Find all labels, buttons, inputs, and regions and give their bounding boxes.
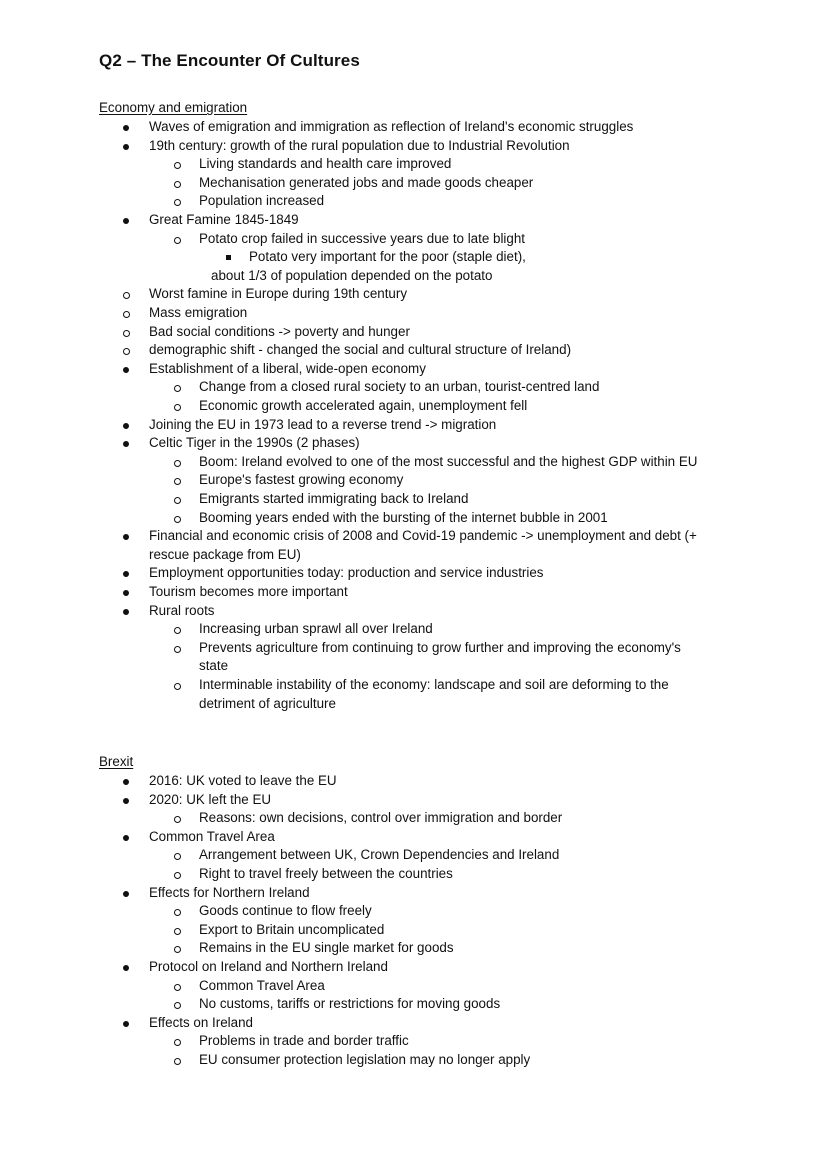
circle-bullet-icon — [174, 984, 181, 991]
circle-bullet-icon — [174, 946, 181, 953]
circle-bullet-icon — [174, 237, 181, 244]
list-item: Reasons: own decisions, control over immigration and border — [199, 810, 563, 826]
disc-bullet-icon — [123, 609, 129, 615]
list-item: Common Travel Area — [149, 828, 275, 844]
list-item: Right to travel freely between the countries — [199, 866, 453, 881]
section-heading: Economy and emigration — [99, 100, 248, 115]
list-item: 19th century: growth of the rural population due to Industrial Revolution — [149, 137, 570, 153]
section-heading: Brexit — [99, 754, 134, 769]
list-item: Tourism becomes more important — [149, 584, 348, 599]
circle-bullet-icon — [174, 181, 181, 188]
disc-bullet-icon — [123, 423, 129, 429]
circle-bullet-icon — [174, 478, 181, 485]
disc-bullet-icon — [123, 891, 129, 897]
circle-bullet-icon — [123, 330, 130, 337]
list-item: Population increased — [199, 193, 325, 209]
disc-bullet-icon — [123, 571, 129, 577]
list-item: Europe's fastest growing economy — [199, 472, 404, 488]
list-item: detriment of agriculture — [199, 695, 336, 711]
list-item: Export to Britain uncomplicated — [199, 921, 385, 937]
list-item: Bad social conditions -> poverty and hunger — [149, 323, 410, 339]
circle-bullet-icon — [174, 199, 181, 206]
circle-bullet-icon — [174, 853, 181, 860]
disc-bullet-icon — [123, 835, 129, 841]
list-item: Potato crop failed in successive years due to late blight — [199, 230, 526, 246]
circle-bullet-icon — [123, 292, 130, 299]
list-item: 2016: UK voted to leave the EU — [149, 773, 337, 788]
list-item: Common Travel Area — [199, 977, 325, 993]
list-item: Increasing urban sprawl all over Ireland — [199, 621, 433, 637]
disc-bullet-icon — [123, 590, 129, 596]
list-item: Booming years ended with the bursting of the internet bubble in 2001 — [199, 509, 608, 525]
list-item: Economic growth accelerated again, unemployment fell — [199, 398, 528, 413]
circle-bullet-icon — [174, 516, 181, 523]
list-item: Effects for Northern Ireland — [149, 884, 310, 900]
circle-bullet-icon — [174, 928, 181, 935]
list-item: Goods continue to flow freely — [199, 903, 372, 919]
list-item: Emigrants started immigrating back to Ireland — [199, 491, 469, 506]
list-item: Employment opportunities today: production and service industries — [149, 565, 544, 581]
square-bullet-icon — [226, 255, 231, 260]
circle-bullet-icon — [174, 627, 181, 634]
list-item: Arrangement between UK, Crown Dependencies and Ireland — [199, 847, 560, 863]
disc-bullet-icon — [123, 218, 129, 224]
disc-bullet-icon — [123, 798, 129, 804]
list-item: Joining the EU in 1973 lead to a reverse trend -> migration — [149, 416, 497, 432]
list-item: about 1/3 of population depended on the potato — [211, 267, 493, 283]
disc-bullet-icon — [123, 1021, 129, 1027]
disc-bullet-icon — [123, 965, 129, 971]
list-item: Financial and economic crisis of 2008 and Covid-19 pandemic -> unemployment and debt (+ — [149, 528, 697, 544]
list-item: EU consumer protection legislation may no longer apply — [199, 1052, 531, 1067]
circle-bullet-icon — [174, 683, 181, 690]
list-item: 2020: UK left the EU — [149, 791, 272, 807]
list-item: state — [199, 658, 229, 674]
circle-bullet-icon — [123, 348, 130, 355]
list-item: rescue package from EU) — [149, 546, 301, 562]
list-item: Protocol on Ireland and Northern Ireland — [149, 959, 388, 974]
circle-bullet-icon — [174, 1058, 181, 1065]
circle-bullet-icon — [174, 385, 181, 392]
circle-bullet-icon — [123, 311, 130, 318]
list-item: Change from a closed rural society to an urban, tourist-centred land — [199, 379, 600, 395]
list-item: Great Famine 1845-1849 — [149, 212, 299, 227]
disc-bullet-icon — [123, 125, 129, 131]
circle-bullet-icon — [174, 646, 181, 653]
list-item: Waves of emigration and immigration as reflection of Ireland's economic struggles — [149, 119, 634, 134]
disc-bullet-icon — [123, 144, 129, 150]
circle-bullet-icon — [174, 460, 181, 467]
list-item: Interminable instability of the economy: landscape and soil are deforming to the — [199, 677, 669, 692]
list-item: Mass emigration — [149, 305, 248, 320]
list-item: Prevents agriculture from continuing to grow further and improving the economy's — [199, 639, 681, 655]
circle-bullet-icon — [174, 1002, 181, 1009]
list-item: Problems in trade and border traffic — [199, 1033, 409, 1049]
list-item: Potato very important for the poor (staple diet), — [249, 249, 526, 265]
disc-bullet-icon — [123, 441, 129, 447]
disc-bullet-icon — [123, 779, 129, 785]
list-item: Rural roots — [149, 602, 215, 618]
circle-bullet-icon — [174, 404, 181, 411]
list-item: Worst famine in Europe during 19th century — [149, 286, 408, 302]
list-item: Establishment of a liberal, wide-open economy — [149, 360, 426, 376]
list-item: Mechanisation generated jobs and made goods cheaper — [199, 174, 534, 190]
list-item: Living standards and health care improved — [199, 156, 452, 172]
list-item: No customs, tariffs or restrictions for moving goods — [199, 996, 501, 1012]
circle-bullet-icon — [174, 816, 181, 823]
disc-bullet-icon — [123, 534, 129, 540]
list-item: demographic shift - changed the social and cultural structure of Ireland) — [149, 342, 572, 358]
disc-bullet-icon — [123, 367, 129, 373]
circle-bullet-icon — [174, 497, 181, 504]
circle-bullet-icon — [174, 162, 181, 169]
circle-bullet-icon — [174, 909, 181, 916]
list-item: Boom: Ireland evolved to one of the most successful and the highest GDP within EU — [199, 453, 698, 469]
circle-bullet-icon — [174, 872, 181, 879]
list-item: Celtic Tiger in the 1990s (2 phases) — [149, 435, 360, 451]
list-item: Remains in the EU single market for goods — [199, 940, 454, 956]
page-title: Q2 – The Encounter Of Cultures — [99, 51, 360, 70]
list-item: Effects on Ireland — [149, 1014, 253, 1030]
circle-bullet-icon — [174, 1039, 181, 1046]
